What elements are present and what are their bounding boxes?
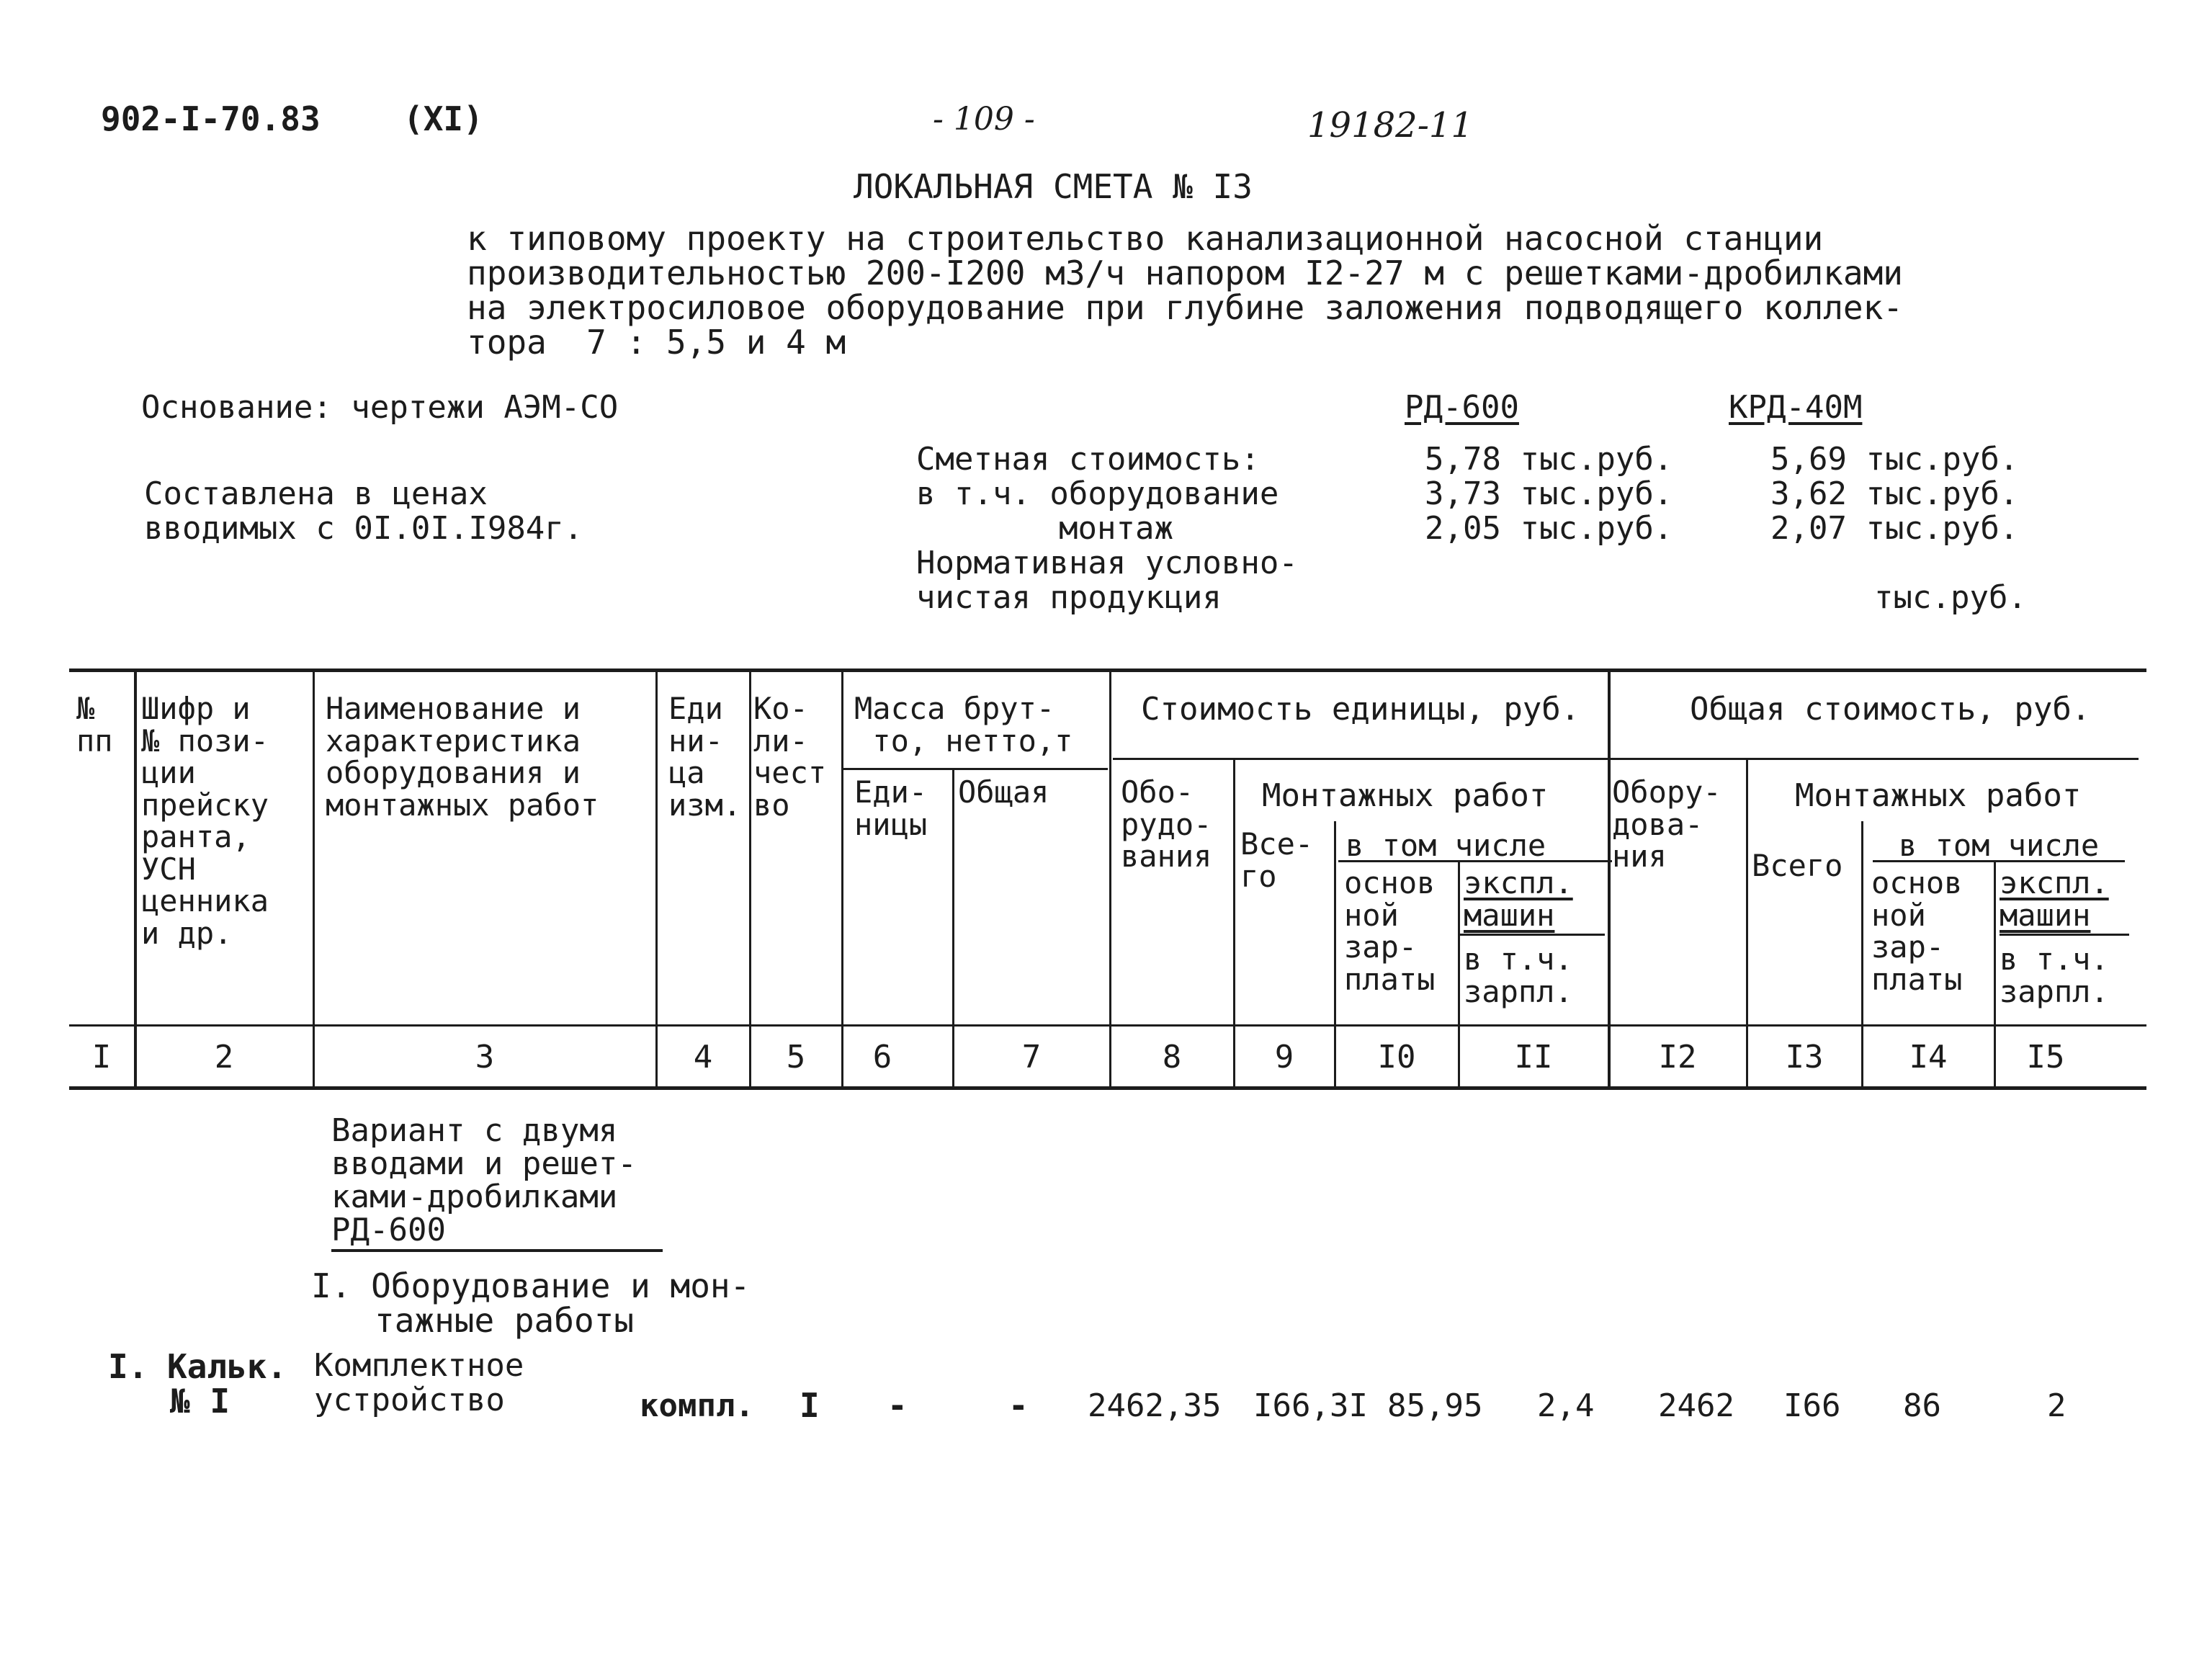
- column-number: I3: [1785, 1039, 1824, 1076]
- column-number: I0: [1377, 1039, 1416, 1076]
- row-code-line2: № I: [170, 1382, 230, 1421]
- col-header-total-cost: Общая стоимость, руб.: [1690, 691, 2091, 728]
- row-mass-total: -: [1008, 1386, 1029, 1425]
- col-header-total-equipment: Обору- дова- ния: [1612, 774, 1721, 875]
- row-unit: компл.: [640, 1387, 754, 1424]
- col-header-unit-cost: Стоимость единицы, руб.: [1141, 691, 1580, 728]
- column-number: 5: [786, 1039, 806, 1076]
- variant-header-krd40m: КРД-40М: [1729, 389, 1863, 426]
- row-total-install-total: I66: [1783, 1387, 1841, 1424]
- page-number: - 109 -: [933, 101, 1035, 138]
- row-total-equipment: 2462: [1658, 1387, 1734, 1424]
- page-title: ЛОКАЛЬНАЯ СМЕТА № I3: [854, 167, 1253, 206]
- row-quantity: I: [800, 1386, 820, 1425]
- label-estimated-cost: Сметная стоимость:: [916, 441, 1260, 478]
- label-equipment: в т.ч. оборудование: [916, 475, 1279, 512]
- variant-line: Вариант с двумя: [331, 1112, 618, 1149]
- col-header-name: Наименование и характеристика оборудования и монтажных работ: [326, 691, 599, 823]
- column-number: I4: [1909, 1039, 1948, 1076]
- variant-line: ками-дробилками: [331, 1179, 618, 1215]
- col-header-unit-wage: основ ной зар- платы: [1344, 865, 1436, 997]
- row-unit-mach: 2,4: [1537, 1387, 1595, 1424]
- subtitle-line: на электросиловое оборудование при глубине заложения подводящего коллек-: [467, 288, 1903, 327]
- value-rd600-total: 5,78 тыс.руб.: [1425, 441, 1673, 478]
- inventory-number: 19182-11: [1307, 105, 1473, 146]
- value-rd600-installation: 2,05 тыс.руб.: [1425, 510, 1673, 547]
- row-total-mach: 2: [2047, 1387, 2067, 1424]
- value-rd600-equipment: 3,73 тыс.руб.: [1425, 475, 1673, 512]
- col-header-total-wage: основ ной зар- платы: [1871, 865, 1963, 997]
- row-name-line2: устройство: [314, 1382, 505, 1418]
- value-krd40m-equipment: 3,62 тыс.руб.: [1770, 475, 2019, 512]
- document-code: 902-I-70.83: [101, 99, 321, 138]
- col-header-unit: Еди ни- ца изм.: [668, 691, 742, 823]
- column-number: 7: [1021, 1039, 1042, 1076]
- col-header-unit-incl: в том числе: [1345, 828, 1546, 863]
- col-header-total-mach: экспл. машин: [2000, 865, 2109, 933]
- col-header-total-incl: в том числе: [1899, 828, 2100, 863]
- col-header-unit-install: Монтажных работ: [1262, 777, 1549, 814]
- subtitle-line: тора 7 : 5,5 и 4 м: [467, 323, 846, 362]
- column-number: I: [91, 1039, 112, 1076]
- column-number: I2: [1658, 1039, 1697, 1076]
- column-number: 8: [1162, 1039, 1182, 1076]
- row-total-wage: 86: [1903, 1387, 1941, 1424]
- row-code-line1: Кальк.: [167, 1347, 287, 1386]
- column-number: 6: [872, 1039, 892, 1076]
- col-header-unit-install-total: Все- го: [1240, 826, 1314, 894]
- column-number: 4: [693, 1039, 713, 1076]
- value-krd40m-installation: 2,07 тыс.руб.: [1770, 510, 2019, 547]
- col-header-total-install-total: Всего: [1752, 848, 1843, 883]
- variant-line: РД-600: [331, 1212, 446, 1248]
- label-normative-2: чистая продукция: [916, 579, 1222, 616]
- col-header-unit-mach-wage: в т.ч. зарпл.: [1464, 942, 1573, 1009]
- col-header-unit-equipment: Обо- рудо- вания: [1121, 774, 1212, 875]
- col-header-number: № пп: [76, 691, 113, 759]
- row-unit-equipment: 2462,35: [1088, 1387, 1222, 1424]
- row-mass-unit: -: [887, 1386, 908, 1425]
- column-number: I5: [2026, 1039, 2065, 1076]
- column-number: II: [1514, 1039, 1553, 1076]
- col-header-code: Шифр и № пози- ции прейску ранта, УСН ценника и др.: [141, 691, 269, 951]
- column-number: 2: [214, 1039, 234, 1076]
- prices-line: Составлена в ценах: [144, 475, 488, 512]
- label-installation: монтаж: [1059, 510, 1173, 547]
- col-header-mass: Масса брут- то, нетто,т: [854, 691, 1073, 759]
- col-header-unit-mach: экспл. машин: [1464, 865, 1573, 933]
- col-header-mass-unit: Еди- ницы: [854, 774, 928, 842]
- row-unit-wage: 85,95: [1387, 1387, 1483, 1424]
- row-unit-install-total: I66,3I: [1253, 1387, 1368, 1424]
- row-name-line1: Комплектное: [314, 1347, 524, 1384]
- value-krd40m-normative: тыс.руб.: [1874, 579, 2027, 616]
- row-number: I.: [108, 1347, 148, 1386]
- column-number: 9: [1274, 1039, 1294, 1076]
- col-header-quantity: Ко- ли- чест во: [753, 691, 827, 823]
- col-header-total-mach-wage: в т.ч. зарпл.: [2000, 942, 2109, 1009]
- variant-line: вводами и решет-: [331, 1145, 637, 1182]
- subtitle-line: к типовому проекту на строительство канализационной насосной станции: [467, 219, 1824, 258]
- variant-header-rd600: РД-600: [1405, 389, 1519, 426]
- basis-text: Основание: чертежи АЭМ-СО: [141, 389, 619, 426]
- value-krd40m-total: 5,69 тыс.руб.: [1770, 441, 2019, 478]
- subtitle-line: производительностью 200-I200 м3/ч напором I2-27 м с решетками-дробилками: [467, 254, 1903, 292]
- album-number: (XI): [403, 99, 483, 138]
- prices-line: вводимых с 0I.0I.I984г.: [144, 510, 583, 547]
- col-header-mass-total: Общая: [958, 774, 1049, 810]
- col-header-total-install: Монтажных работ: [1795, 777, 2082, 814]
- part-heading-line2: тажные работы: [375, 1301, 635, 1340]
- column-number: 3: [475, 1039, 495, 1076]
- part-heading-line1: I. Оборудование и мон-: [311, 1266, 751, 1305]
- label-normative-1: Нормативная условно-: [916, 545, 1298, 581]
